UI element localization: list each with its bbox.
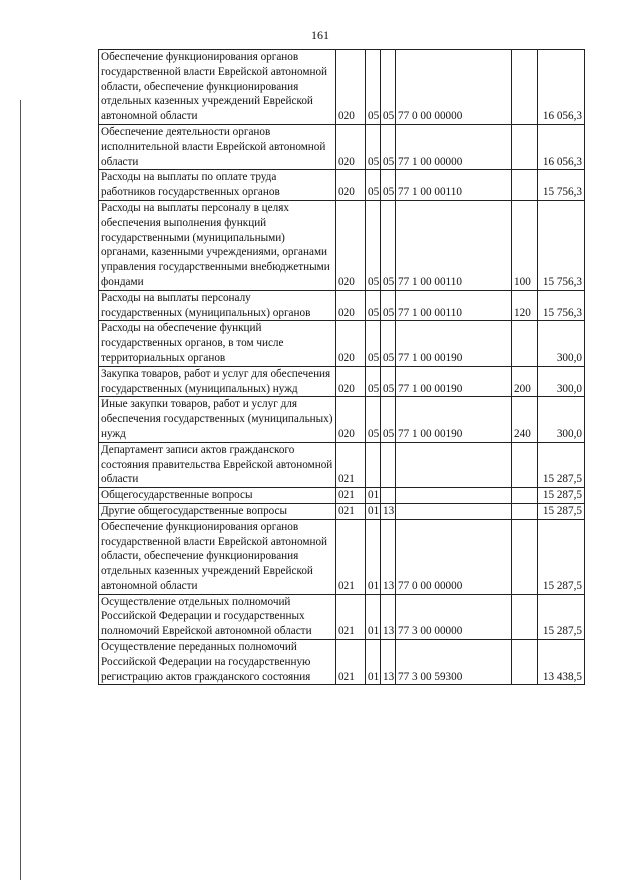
target-article-code-cell: 77 1 00 00110 bbox=[396, 200, 512, 290]
subsection-code-cell: 05 bbox=[381, 170, 396, 201]
subsection-code-cell: 05 bbox=[381, 321, 396, 366]
expense-name-cell: Расходы на выплаты персоналу государственных (муниципальных) органов bbox=[99, 290, 336, 321]
expense-type-code-cell bbox=[512, 594, 538, 639]
target-article-code-cell: 77 0 00 00000 bbox=[396, 519, 512, 594]
table-row bbox=[99, 519, 585, 594]
table-row bbox=[99, 170, 585, 201]
section-code-cell: 01 bbox=[366, 519, 381, 594]
expense-name-cell: Осуществление переданных полномочий Российской Федерации на государственную регистрацию актов гражданского состояния bbox=[99, 640, 336, 685]
subsection-code-cell: 13 bbox=[381, 594, 396, 639]
table-row bbox=[99, 503, 585, 519]
budget-table-body bbox=[99, 50, 585, 685]
department-code-cell: 020 bbox=[336, 366, 366, 397]
expense-type-code-cell bbox=[512, 442, 538, 487]
department-code-cell: 020 bbox=[336, 50, 366, 125]
target-article-code-cell bbox=[396, 442, 512, 487]
target-article-code-cell: 77 0 00 00000 bbox=[396, 50, 512, 125]
expense-type-code-cell: 200 bbox=[512, 366, 538, 397]
table-row bbox=[99, 594, 585, 639]
table-row bbox=[99, 124, 585, 169]
target-article-code-cell: 77 1 00 00190 bbox=[396, 366, 512, 397]
department-code-cell: 020 bbox=[336, 124, 366, 169]
expense-name-cell: Департамент записи актов гражданского состояния правительства Еврейской автономной области bbox=[99, 442, 336, 487]
department-code-cell: 021 bbox=[336, 503, 366, 519]
section-code-cell bbox=[366, 442, 381, 487]
department-code-cell: 021 bbox=[336, 594, 366, 639]
target-article-code-cell: 77 1 00 00190 bbox=[396, 397, 512, 442]
subsection-code-cell bbox=[381, 488, 396, 504]
target-article-code-cell bbox=[396, 503, 512, 519]
section-code-cell: 05 bbox=[366, 321, 381, 366]
table-row bbox=[99, 366, 585, 397]
amount-cell: 15 756,3 bbox=[538, 290, 585, 321]
amount-cell: 15 287,5 bbox=[538, 519, 585, 594]
department-code-cell: 020 bbox=[336, 321, 366, 366]
expense-type-code-cell: 100 bbox=[512, 200, 538, 290]
subsection-code-cell: 05 bbox=[381, 124, 396, 169]
table-row bbox=[99, 442, 585, 487]
section-code-cell: 05 bbox=[366, 124, 381, 169]
department-code-cell: 020 bbox=[336, 397, 366, 442]
department-code-cell: 020 bbox=[336, 200, 366, 290]
section-code-cell: 05 bbox=[366, 397, 381, 442]
department-code-cell: 021 bbox=[336, 442, 366, 487]
subsection-code-cell: 05 bbox=[381, 397, 396, 442]
section-code-cell: 01 bbox=[366, 640, 381, 685]
expense-name-cell: Обеспечение функционирования органов государственной власти Еврейской автономной области, обеспечение функционирования отдельных казенных учреждений Еврейской автономной области bbox=[99, 519, 336, 594]
expense-type-code-cell bbox=[512, 124, 538, 169]
amount-cell: 300,0 bbox=[538, 321, 585, 366]
expense-name-cell: Закупка товаров, работ и услуг для обеспечения государственных (муниципальных) нужд bbox=[99, 366, 336, 397]
expense-name-cell: Обеспечение функционирования органов государственной власти Еврейской автономной области, обеспечение функционирования отдельных казенных учреждений Еврейской автономной области bbox=[99, 50, 336, 125]
subsection-code-cell: 13 bbox=[381, 519, 396, 594]
department-code-cell: 021 bbox=[336, 519, 366, 594]
amount-cell: 300,0 bbox=[538, 397, 585, 442]
expense-name-cell: Расходы на выплаты персоналу в целях обеспечения выполнения функций государственными (муниципальными) органами, казенными учреждениями, органами управления государственными внебюджетными фондами bbox=[99, 200, 336, 290]
table-row bbox=[99, 397, 585, 442]
table-row bbox=[99, 200, 585, 290]
section-code-cell: 05 bbox=[366, 200, 381, 290]
amount-cell: 16 056,3 bbox=[538, 124, 585, 169]
expense-type-code-cell: 120 bbox=[512, 290, 538, 321]
expense-name-cell: Иные закупки товаров, работ и услуг для обеспечения государственных (муниципальных) нужд bbox=[99, 397, 336, 442]
expense-name-cell: Общегосударственные вопросы bbox=[99, 488, 336, 504]
budget-table bbox=[98, 49, 585, 685]
section-code-cell: 05 bbox=[366, 366, 381, 397]
left-margin-rule bbox=[20, 100, 21, 880]
expense-name-cell: Другие общегосударственные вопросы bbox=[99, 503, 336, 519]
target-article-code-cell: 77 3 00 00000 bbox=[396, 594, 512, 639]
department-code-cell: 021 bbox=[336, 488, 366, 504]
expense-name-cell: Обеспечение деятельности органов исполнительной власти Еврейской автономной области bbox=[99, 124, 336, 169]
section-code-cell: 05 bbox=[366, 50, 381, 125]
expense-type-code-cell: 240 bbox=[512, 397, 538, 442]
amount-cell: 15 287,5 bbox=[538, 503, 585, 519]
amount-cell: 15 756,3 bbox=[538, 170, 585, 201]
amount-cell: 13 438,5 bbox=[538, 640, 585, 685]
subsection-code-cell: 05 bbox=[381, 366, 396, 397]
target-article-code-cell: 77 1 00 00110 bbox=[396, 170, 512, 201]
table-row bbox=[99, 321, 585, 366]
subsection-code-cell bbox=[381, 442, 396, 487]
expense-type-code-cell bbox=[512, 640, 538, 685]
expense-type-code-cell bbox=[512, 321, 538, 366]
amount-cell: 15 287,5 bbox=[538, 488, 585, 504]
section-code-cell: 01 bbox=[366, 488, 381, 504]
section-code-cell: 01 bbox=[366, 594, 381, 639]
subsection-code-cell: 13 bbox=[381, 503, 396, 519]
table-row bbox=[99, 640, 585, 685]
subsection-code-cell: 05 bbox=[381, 200, 396, 290]
department-code-cell: 020 bbox=[336, 290, 366, 321]
table-row bbox=[99, 488, 585, 504]
section-code-cell: 05 bbox=[366, 170, 381, 201]
target-article-code-cell: 77 1 00 00000 bbox=[396, 124, 512, 169]
amount-cell: 15 756,3 bbox=[538, 200, 585, 290]
target-article-code-cell: 77 1 00 00110 bbox=[396, 290, 512, 321]
amount-cell: 300,0 bbox=[538, 366, 585, 397]
amount-cell: 15 287,5 bbox=[538, 594, 585, 639]
subsection-code-cell: 13 bbox=[381, 640, 396, 685]
expense-type-code-cell bbox=[512, 170, 538, 201]
expense-name-cell: Расходы на выплаты по оплате труда работников государственных органов bbox=[99, 170, 336, 201]
expense-name-cell: Расходы на обеспечение функций государственных органов, в том числе территориальных органов bbox=[99, 321, 336, 366]
subsection-code-cell: 05 bbox=[381, 290, 396, 321]
page-number: 161 bbox=[311, 28, 329, 42]
amount-cell: 15 287,5 bbox=[538, 442, 585, 487]
table-row bbox=[99, 50, 585, 125]
expense-type-code-cell bbox=[512, 519, 538, 594]
subsection-code-cell: 05 bbox=[381, 50, 396, 125]
section-code-cell: 01 bbox=[366, 503, 381, 519]
expense-name-cell: Осуществление отдельных полномочий Российской Федерации и государственных полномочий Еврейской автономной области bbox=[99, 594, 336, 639]
table-row bbox=[99, 290, 585, 321]
target-article-code-cell bbox=[396, 488, 512, 504]
department-code-cell: 020 bbox=[336, 170, 366, 201]
target-article-code-cell: 77 3 00 59300 bbox=[396, 640, 512, 685]
expense-type-code-cell bbox=[512, 488, 538, 504]
section-code-cell: 05 bbox=[366, 290, 381, 321]
target-article-code-cell: 77 1 00 00190 bbox=[396, 321, 512, 366]
expense-type-code-cell bbox=[512, 503, 538, 519]
amount-cell: 16 056,3 bbox=[538, 50, 585, 125]
department-code-cell: 021 bbox=[336, 640, 366, 685]
expense-type-code-cell bbox=[512, 50, 538, 125]
